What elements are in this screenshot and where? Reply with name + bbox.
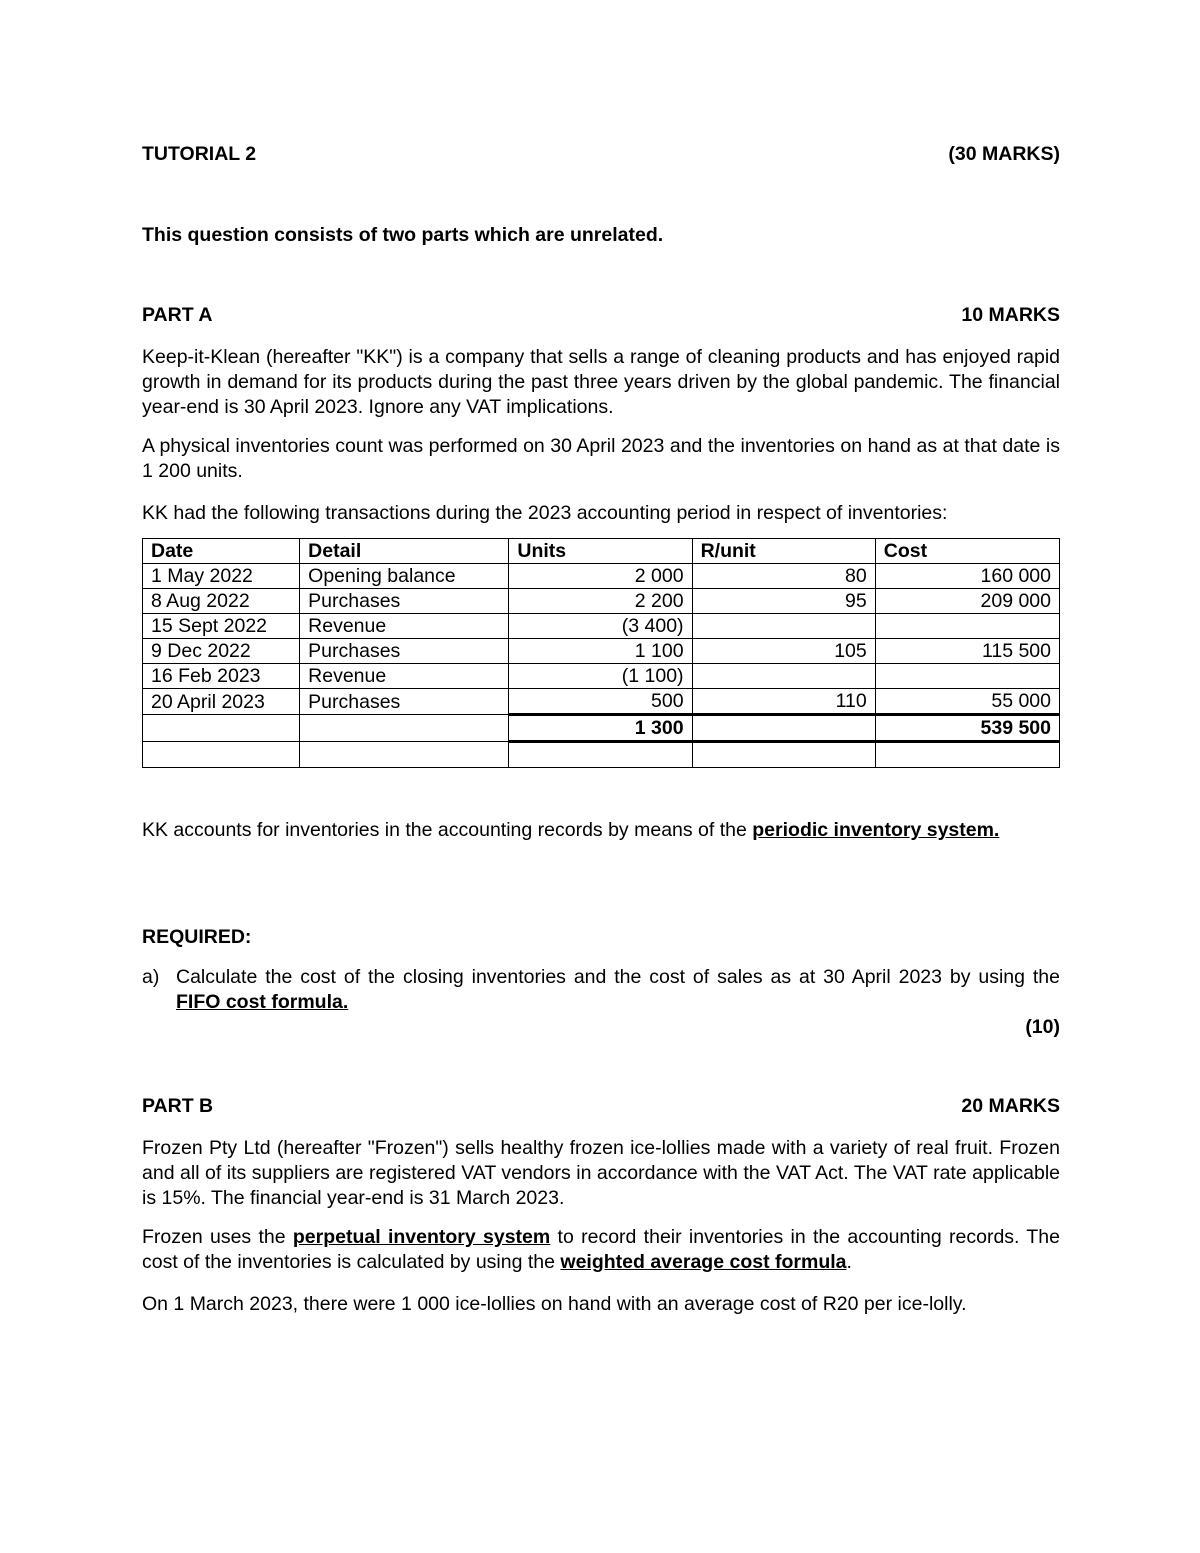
part-a-title: PART A	[142, 304, 213, 326]
requirement-a	[142, 965, 1060, 1015]
cell-cost	[875, 664, 1059, 689]
cell-r-unit: 80	[692, 564, 875, 589]
cell-units: 500	[509, 689, 692, 715]
cell-cost: 209 000	[875, 589, 1059, 614]
requirement-a-marks: (10)	[1025, 1016, 1060, 1038]
cell-date: 8 Aug 2022	[143, 589, 300, 614]
paragraph-4-text: KK accounts for inventories in the accounting records by means of the	[142, 819, 753, 841]
part-b-paragraph-2	[142, 1225, 1060, 1275]
cell-detail: Opening balance	[300, 564, 509, 589]
table-row	[143, 589, 1060, 614]
header-units: Units	[509, 539, 692, 564]
intro-text: This question consists of two parts which are unrelated.	[142, 224, 664, 246]
cell-units: 2 000	[509, 564, 692, 589]
cell-units: 1 100	[509, 639, 692, 664]
cell-r-unit: 95	[692, 589, 875, 614]
cell-r-unit	[692, 664, 875, 689]
total-cost: 539 500	[875, 715, 1059, 742]
header-detail: Detail	[300, 539, 509, 564]
periodic-inventory-emphasis: periodic inventory system.	[752, 819, 1000, 841]
tutorial-title: TUTORIAL 2	[142, 143, 257, 165]
cell-cost	[875, 614, 1059, 639]
cell-date: 15 Sept 2022	[143, 614, 300, 639]
cell-cost: 160 000	[875, 564, 1059, 589]
part-b-paragraph-1: Frozen Pty Ltd (hereafter "Frozen") sells healthy frozen ice-lollies made with a variety of real fruit. Frozen and all of its suppliers are registered VAT vendors in accordance with the VAT Act. The VAT rate applicable is 15%. The financial year-end is 31 March 2023.	[142, 1137, 1060, 1209]
cell-empty	[143, 742, 300, 768]
part-a-header	[142, 304, 1060, 327]
cell-detail: Purchases	[300, 639, 509, 664]
cell-empty	[692, 742, 875, 768]
part-b-title: PART B	[142, 1095, 214, 1117]
cell-r-unit	[692, 614, 875, 639]
fifo-emphasis: FIFO cost formula.	[176, 991, 349, 1013]
perpetual-inventory-emphasis: perpetual inventory system	[292, 1226, 551, 1248]
table-row	[143, 664, 1060, 689]
cell-units: 2 200	[509, 589, 692, 614]
required-label: REQUIRED:	[142, 926, 252, 948]
paragraph-2-end: .	[846, 1251, 852, 1273]
cell-detail: Revenue	[300, 614, 509, 639]
tutorial-marks: (30 MARKS)	[948, 143, 1060, 165]
table-row	[143, 614, 1060, 639]
requirement-a-body: Calculate the cost of the closing inventories and the cost of sales as at 30 April 2023 by using the	[176, 966, 1060, 988]
header-cost: Cost	[875, 539, 1059, 564]
part-a-paragraph-1: Keep-it-Klean (hereafter "KK") is a company that sells a range of cleaning products and has enjoyed rapid growth in demand for its products during the past three years driven by the global pandemic. The financial year-end is 30 April 2023. Ignore any VAT implications.	[142, 346, 1060, 418]
cell-units: (3 400)	[509, 614, 692, 639]
cell-cost: 115 500	[875, 639, 1059, 664]
total-units: 1 300	[509, 715, 692, 742]
table-row	[143, 564, 1060, 589]
requirement-a-label: a)	[142, 966, 160, 988]
cell-empty	[875, 742, 1059, 768]
table-header-row	[143, 539, 1060, 564]
requirement-a-text	[176, 965, 1060, 1015]
cell-detail: Purchases	[300, 589, 509, 614]
table-row	[143, 689, 1060, 715]
paragraph-2-middle: to record their inventories in the accounting records. The cost of the inventories is calculated by using the	[142, 1226, 1060, 1273]
cell-date: 16 Feb 2023	[143, 664, 300, 689]
cell-r-unit: 110	[692, 689, 875, 715]
header-date: Date	[143, 539, 300, 564]
cell-date: 1 May 2022	[143, 564, 300, 589]
cell-empty	[692, 715, 875, 742]
inventory-transactions-table	[142, 538, 1060, 768]
paragraph-2-start: Frozen uses the	[142, 1226, 293, 1248]
table-row	[143, 639, 1060, 664]
cell-r-unit: 105	[692, 639, 875, 664]
part-b-paragraph-3: On 1 March 2023, there were 1 000 ice-lollies on hand with an average cost of R20 per ice-lolly.	[142, 1293, 967, 1315]
cell-detail: Revenue	[300, 664, 509, 689]
part-a-paragraph-3: KK had the following transactions during the 2023 accounting period in respect of inventories:	[142, 502, 948, 524]
cell-empty	[300, 715, 509, 742]
weighted-average-emphasis: weighted average cost formula	[560, 1251, 847, 1273]
cell-cost: 55 000	[875, 689, 1059, 715]
cell-date: 20 April 2023	[143, 689, 300, 715]
table-total-row	[143, 715, 1060, 742]
tutorial-header	[142, 143, 1060, 166]
part-b-marks: 20 MARKS	[961, 1095, 1060, 1117]
cell-empty	[300, 742, 509, 768]
part-a-marks: 10 MARKS	[961, 304, 1060, 326]
header-r-unit: R/unit	[692, 539, 875, 564]
cell-empty	[143, 715, 300, 742]
table-empty-row	[143, 742, 1060, 768]
part-b-header	[142, 1095, 1060, 1118]
part-a-paragraph-2: A physical inventories count was performed on 30 April 2023 and the inventories on hand as at that date is 1 200 units.	[142, 435, 1060, 482]
cell-units: (1 100)	[509, 664, 692, 689]
cell-date: 9 Dec 2022	[143, 639, 300, 664]
cell-empty	[509, 742, 692, 768]
part-a-paragraph-4	[142, 818, 1060, 843]
cell-detail: Purchases	[300, 689, 509, 715]
